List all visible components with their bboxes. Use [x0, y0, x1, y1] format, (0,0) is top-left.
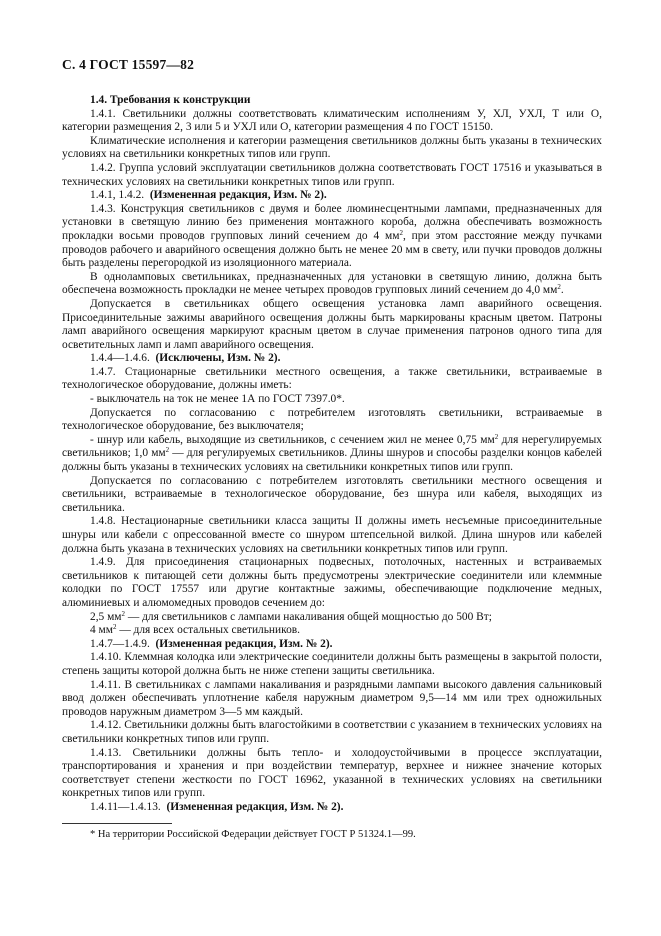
excluded-note: 1.4.4—1.4.6. (Исключены, Изм. № 2).: [90, 352, 281, 365]
amendment-note-2: 1.4.7—1.4.9. (Измененная редакция, Изм. № 2).: [90, 637, 333, 650]
paragraph-1-4-11: 1.4.11. В светильниках с лампами накаливания и разрядными лампами высокого давления сальниковый ввод должен обеспечивать уплотнение кабеля наружным диаметром 9,5—14 мм или трех одножильных проводов наружным диаметром 3—5 мм каждый.: [62, 678, 602, 718]
paragraph-1-4-8: 1.4.8. Нестационарные светильники класса защиты II должны иметь несъемные присоединительные шнуры или кабели с опрессованной вместе со шнуром штепсельной вилкой. Длина шнуров или кабелей должна быть указана в технических условиях на светильники конкретных типов или групп.: [62, 515, 602, 555]
page-header: С. 4 ГОСТ 15597—82: [62, 57, 195, 72]
paragraph-1-4-13: 1.4.13. Светильники должны быть тепло- и холодоустойчивыми в процессе эксплуатации, транспортирования и хранения и при воздействии температур, верхнее и нижнее значение которых соответствует степени жесткости по ГОСТ 16962, указанной в технических условиях на светильники конкретных типов или групп.: [62, 746, 602, 800]
paragraph-1-4-7: 1.4.7. Стационарные светильники местного освещения, а также светильники, встраиваемые в технологическое оборудование, должны иметь:: [62, 365, 602, 392]
amendment-note-3: 1.4.11—1.4.13. (Измененная редакция, Изм. № 2).: [90, 800, 344, 813]
list-item-4: 4 $мм^2$ — для всех остальных светильников.: [90, 623, 300, 637]
paragraph-1-4-1: 1.4.1. Светильники должны соответствовать климатическим исполнениям У, ХЛ, УХЛ, Т или О, категории размещения 2, 3 или 5 и УХЛ или О, категории размещения 4 по ГОСТ 15150.: [62, 107, 602, 134]
paragraph-emergency-lamps: Допускается в светильниках общего освещения установка ламп аварийного освещения. Присоединительные зажимы аварийного освещения должны быть маркированы красным цветом. Патроны ламп аварийного освещения маркируют красным цветом в случае применения патронов одного типа для осветительных ламп и ламп аварийного освещения.: [62, 297, 602, 351]
list-item-2-5: 2,5 $мм^2$ — для светильников с лампами накаливания общей мощностью до 500 Вт;: [90, 609, 492, 623]
document-body: [62, 94, 602, 814]
section-title: 1.4. Требования к конструкции: [90, 94, 251, 106]
paragraph-1-4-12: 1.4.12. Светильники должны быть влагостойкими в соответствии с указанием в технических условиях на светильники конкретных типов или групп.: [62, 719, 602, 745]
footnote-divider: [62, 823, 172, 824]
list-item-cord: - шнур или кабель, выходящие из светильников, с сечением жил не менее 0,75 $мм^2$ для нерегулируемых светильников; 1,0 $мм^2$ — для регулируемых светильников. Длины шнуров и способы разделки концов кабелей должны быть указаны в технических условиях на светильники конкретных типов или групп.: [62, 432, 602, 474]
paragraph-without-switch: Допускается по согласованию с потребителем изготовлять светильники, встраиваемые в технологическое оборудование, без выключателя;: [62, 406, 602, 433]
paragraph-1-4-10: 1.4.10. Клеммная колодка или электрические соединители должны быть размещены в закрытой полости, степень защиты которой должна быть не ниже степени защиты светильника.: [62, 651, 602, 677]
paragraph-climatic: Климатические исполнения и категории размещения светильников должны быть указаны в технических условиях на светильники конкретных типов или групп.: [62, 134, 602, 161]
list-item-switch: - выключатель на ток не менее 1А по ГОСТ 7397.0*.: [90, 393, 345, 406]
paragraph-1-4-3: 1.4.3. Конструкция светильников с двумя и более люминесцентными лампами, предназначенных для установки в светящую линию без применения монтажного короба, должна обеспечивать возможность прокладки восьми проводов групповых линий сечением до 4 $мм^2$, при этом расстояние между пучками проводов рабочего и аварийного освещения должно быть не менее 20 мм в свету, или пучки проводов должны быть разделены перегородкой из изоляционного материала.: [62, 202, 602, 270]
paragraph-1-4-2: 1.4.2. Группа условий эксплуатации светильников должна соответствовать ГОСТ 17516 и указываться в технических условиях на светильники конкретных типов или групп.: [62, 161, 602, 188]
paragraph-without-cord: Допускается по согласованию с потребителем изготовлять светильники местного освещения и светильники, встраиваемые в технологическое оборудование, без шнура или кабеля, выходящих из светильника.: [62, 474, 602, 514]
paragraph-single-lamp: В однолампoвых светильниках, предназначенных для установки в светящую линию, должна быть обеспечена возможность прокладки не менее четырех проводов групповых линий сечением до 4,0 $мм^2$.: [62, 270, 602, 297]
amendment-note-1: 1.4.1, 1.4.2. (Измененная редакция, Изм. № 2).: [90, 189, 327, 202]
footnote: * На территории Российской Федерации действует ГОСТ Р 51324.1—99.: [90, 829, 416, 840]
paragraph-1-4-9: 1.4.9. Для присоединения стационарных подвесных, потолочных, настенных и встраиваемых светильников к питающей сети должны быть предусмотрены электрические соединители или клеммные колодки по ГОСТ 17557 или другие контактные зажимы, обеспечивающие подключение медных, алюминиевых и алюмомедных проводов сечением до:: [62, 556, 602, 609]
